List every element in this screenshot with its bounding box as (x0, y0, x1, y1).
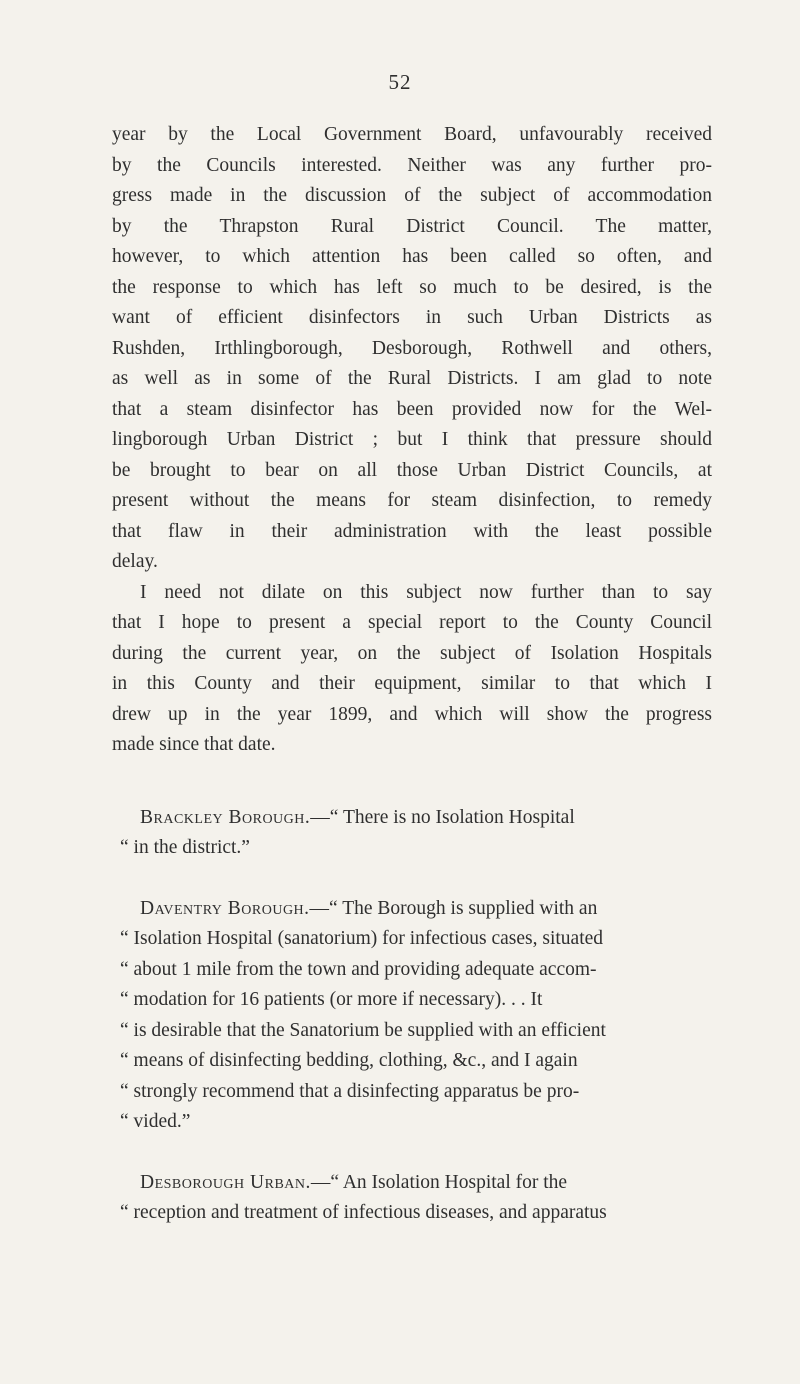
paragraph-special-report (112, 578, 712, 761)
text-line: want of efficient disinfectors in such Urban Districts as (112, 307, 712, 328)
section-brackley-borough (112, 803, 712, 864)
text-line (112, 803, 712, 834)
text-line: that flaw in their administration with the least possible (112, 520, 712, 542)
section-desborough-urban (112, 1168, 712, 1229)
quote-text: —“ The Borough is supplied with an (309, 897, 598, 919)
quote-text: —“ There is no Isolation Hospital (310, 806, 575, 828)
text-line: “ strongly recommend that a disinfecting apparatus be pro- (120, 1080, 580, 1102)
paragraph-disinfectors (112, 120, 712, 578)
section-heading: Brackley Borough. (140, 806, 311, 828)
text-line: in this County and their equipment, similar to that which I (112, 673, 712, 694)
text-line: gress made in the discussion of the subject of accommodation (112, 185, 712, 206)
text-line: drew up in the year 1899, and which will show the progress (112, 703, 712, 725)
text-line: “ Isolation Hospital (sanatorium) for infectious cases, situated (120, 928, 604, 949)
text-line: “ in the district.” (120, 837, 250, 858)
section-heading: Desborough Urban. (140, 1171, 311, 1193)
text-line: “ reception and treatment of infectious diseases, and apparatus (120, 1202, 607, 1223)
section-daventry-borough (112, 894, 712, 1138)
text-line: be brought to bear on all those Urban District Councils, at (112, 459, 712, 481)
text-line: that a steam disinfector has been provided now for the Wel- (112, 398, 712, 420)
text-line: “ is desirable that the Sanatorium be supplied with an efficient (120, 1019, 606, 1041)
text-line: delay. (112, 551, 158, 572)
text-line: “ modation for 16 patients (or more if necessary). . . It (120, 989, 543, 1010)
quote-text: —“ An Isolation Hospital for the (310, 1171, 568, 1193)
text-line: as well as in some of the Rural Districts. I am glad to note (112, 368, 712, 389)
text-line: by the Thrapston Rural District Council. The matter, (112, 215, 712, 237)
text-line: by the Councils interested. Neither was any further pro- (112, 154, 712, 176)
text-line (112, 894, 712, 925)
text-line: “ vided.” (120, 1111, 191, 1132)
text-line: during the current year, on the subject of Isolation Hospitals (112, 642, 712, 664)
section-heading: Daventry Borough. (140, 897, 310, 919)
text-line: “ means of disinfecting bedding, clothing, &c., and I again (120, 1050, 578, 1071)
page-number: 52 (388, 70, 412, 94)
text-line (112, 1168, 712, 1199)
text-line: I need not dilate on this subject now further than to say (140, 581, 712, 603)
text-line: the response to which has left so much to be desired, is the (112, 276, 712, 298)
text-line: made since that date. (112, 734, 276, 755)
text-line: present without the means for steam disinfection, to remedy (112, 490, 712, 511)
body-text (112, 120, 712, 1229)
text-line: year by the Local Government Board, unfavourably received (112, 124, 712, 145)
text-line: however, to which attention has been called so often, and (112, 246, 712, 267)
text-line: “ about 1 mile from the town and providing adequate accom- (120, 958, 597, 980)
text-line: lingborough Urban District ; but I think that pressure should (112, 429, 712, 450)
text-line: Rushden, Irthlingborough, Desborough, Rothwell and others, (112, 337, 712, 359)
text-line: that I hope to present a special report to the County Council (112, 612, 712, 633)
